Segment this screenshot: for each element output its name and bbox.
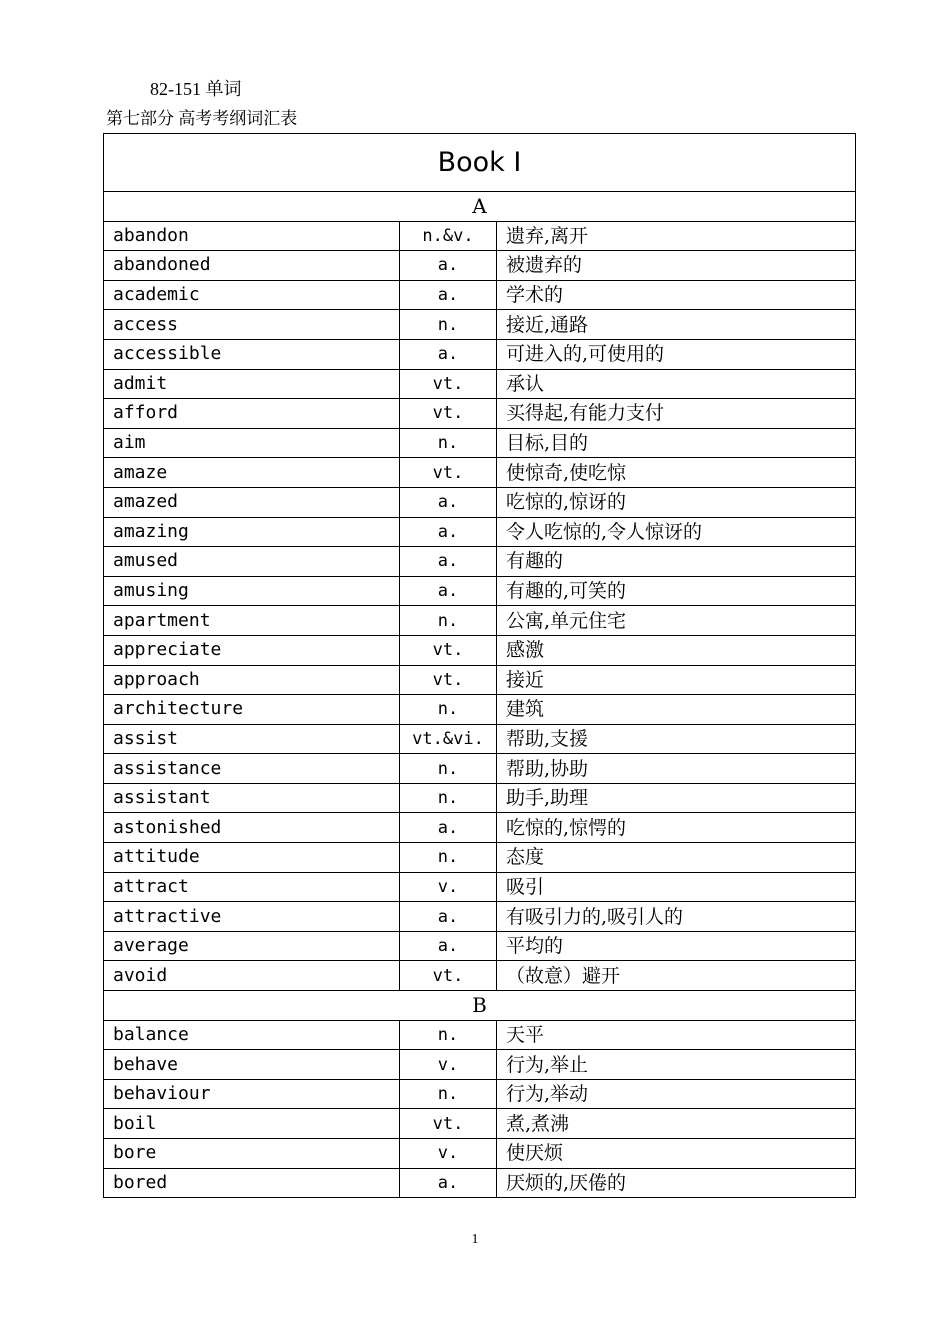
table-row — [104, 695, 856, 725]
part-of-speech: vt. — [400, 369, 497, 399]
table-row — [104, 399, 856, 429]
vocab-word: behaviour — [104, 1079, 400, 1109]
letter-section-row — [104, 991, 856, 1021]
table-row — [104, 606, 856, 636]
vocab-word: accessible — [104, 339, 400, 369]
chinese-meaning: 感激 — [497, 635, 856, 665]
chinese-meaning: 行为,举动 — [497, 1079, 856, 1109]
table-row — [104, 221, 856, 251]
part-of-speech: a. — [400, 339, 497, 369]
letter-section-row — [104, 192, 856, 222]
chinese-meaning: 吃惊的,惊讶的 — [497, 487, 856, 517]
page-number: 1 — [471, 1232, 479, 1247]
table-row — [104, 487, 856, 517]
part-of-speech: vt. — [400, 635, 497, 665]
table-row — [104, 1168, 856, 1198]
chinese-meaning: 被遗弃的 — [497, 251, 856, 281]
part-of-speech: a. — [400, 1168, 497, 1198]
part-of-speech: a. — [400, 517, 497, 547]
vocab-word: bore — [104, 1139, 400, 1169]
vocab-word: attract — [104, 872, 400, 902]
part-of-speech: n. — [400, 310, 497, 340]
part-of-speech: vt.&vi. — [400, 724, 497, 754]
table-row — [104, 931, 856, 961]
part-of-speech: n.&v. — [400, 221, 497, 251]
vocab-word: aim — [104, 428, 400, 458]
book-title-row — [104, 134, 856, 192]
table-row — [104, 635, 856, 665]
table-row — [104, 754, 856, 784]
chinese-meaning: 有吸引力的,吸引人的 — [497, 902, 856, 932]
vocab-word: assist — [104, 724, 400, 754]
vocab-word: approach — [104, 665, 400, 695]
table-row — [104, 665, 856, 695]
chinese-meaning: 助手,助理 — [497, 783, 856, 813]
table-row — [104, 843, 856, 873]
vocab-word: assistant — [104, 783, 400, 813]
vocab-word: abandoned — [104, 251, 400, 281]
part-of-speech: vt. — [400, 399, 497, 429]
chinese-meaning: 态度 — [497, 843, 856, 873]
table-row — [104, 428, 856, 458]
part-of-speech: a. — [400, 576, 497, 606]
chinese-meaning: 有趣的,可笑的 — [497, 576, 856, 606]
table-row — [104, 1079, 856, 1109]
part-of-speech: n. — [400, 428, 497, 458]
chinese-meaning: 令人吃惊的,令人惊讶的 — [497, 517, 856, 547]
table-row — [104, 961, 856, 991]
chinese-meaning: 学术的 — [497, 280, 856, 310]
vocab-word: attractive — [104, 902, 400, 932]
chinese-meaning: 煮,煮沸 — [497, 1109, 856, 1139]
vocab-word: amaze — [104, 458, 400, 488]
part-of-speech: n. — [400, 695, 497, 725]
chinese-meaning: 接近,通路 — [497, 310, 856, 340]
chinese-meaning: 买得起,有能力支付 — [497, 399, 856, 429]
chinese-meaning: 可进入的,可使用的 — [497, 339, 856, 369]
vocab-word: access — [104, 310, 400, 340]
part-of-speech: n. — [400, 1020, 497, 1050]
table-row — [104, 813, 856, 843]
vocab-word: admit — [104, 369, 400, 399]
chinese-meaning: （故意）避开 — [497, 961, 856, 991]
chinese-meaning: 帮助,协助 — [497, 754, 856, 784]
section-letter: A — [104, 192, 856, 222]
table-row — [104, 902, 856, 932]
part-of-speech: a. — [400, 813, 497, 843]
vocab-word: attitude — [104, 843, 400, 873]
vocab-word: afford — [104, 399, 400, 429]
chinese-meaning: 吃惊的,惊愕的 — [497, 813, 856, 843]
table-row — [104, 517, 856, 547]
part-of-speech: a. — [400, 487, 497, 517]
vocab-word: bored — [104, 1168, 400, 1198]
vocab-word: behave — [104, 1050, 400, 1080]
chinese-meaning: 行为,举止 — [497, 1050, 856, 1080]
vocab-word: amazing — [104, 517, 400, 547]
table-row — [104, 1020, 856, 1050]
vocab-word: appreciate — [104, 635, 400, 665]
part-of-speech: a. — [400, 547, 497, 577]
table-row — [104, 783, 856, 813]
vocab-word: amazed — [104, 487, 400, 517]
chinese-meaning: 承认 — [497, 369, 856, 399]
chinese-meaning: 建筑 — [497, 695, 856, 725]
chinese-meaning: 遗弃,离开 — [497, 221, 856, 251]
chinese-meaning: 吸引 — [497, 872, 856, 902]
vocabulary-table — [103, 133, 856, 1198]
chinese-meaning: 接近 — [497, 665, 856, 695]
chinese-meaning: 使厌烦 — [497, 1139, 856, 1169]
vocab-word: balance — [104, 1020, 400, 1050]
table-row — [104, 339, 856, 369]
section-letter: B — [104, 991, 856, 1021]
part-of-speech: v. — [400, 1139, 497, 1169]
table-row — [104, 310, 856, 340]
vocab-word: apartment — [104, 606, 400, 636]
chinese-meaning: 厌烦的,厌倦的 — [497, 1168, 856, 1198]
part-of-speech: a. — [400, 902, 497, 932]
part-of-speech: vt. — [400, 961, 497, 991]
vocab-word: architecture — [104, 695, 400, 725]
vocab-word: academic — [104, 280, 400, 310]
vocab-word: avoid — [104, 961, 400, 991]
part-of-speech: n. — [400, 754, 497, 784]
chinese-meaning: 平均的 — [497, 931, 856, 961]
part-of-speech: n. — [400, 783, 497, 813]
chinese-meaning: 天平 — [497, 1020, 856, 1050]
vocabulary-table-body — [104, 134, 856, 1198]
document-heading: 82-151 单词 — [150, 79, 242, 99]
vocab-word: amusing — [104, 576, 400, 606]
chinese-meaning: 有趣的 — [497, 547, 856, 577]
table-row — [104, 1050, 856, 1080]
part-of-speech: a. — [400, 280, 497, 310]
table-row — [104, 280, 856, 310]
table-row — [104, 458, 856, 488]
part-of-speech: vt. — [400, 1109, 497, 1139]
chinese-meaning: 帮助,支援 — [497, 724, 856, 754]
table-row — [104, 576, 856, 606]
table-row — [104, 369, 856, 399]
vocab-word: assistance — [104, 754, 400, 784]
table-row — [104, 251, 856, 281]
part-of-speech: n. — [400, 606, 497, 636]
table-row — [104, 872, 856, 902]
table-row — [104, 547, 856, 577]
chinese-meaning: 目标,目的 — [497, 428, 856, 458]
part-of-speech: n. — [400, 843, 497, 873]
vocab-word: amused — [104, 547, 400, 577]
table-row — [104, 1139, 856, 1169]
vocab-word: boil — [104, 1109, 400, 1139]
vocab-word: average — [104, 931, 400, 961]
part-of-speech: vt. — [400, 458, 497, 488]
part-of-speech: v. — [400, 872, 497, 902]
chinese-meaning: 公寓,单元住宅 — [497, 606, 856, 636]
part-of-speech: n. — [400, 1079, 497, 1109]
part-of-speech: v. — [400, 1050, 497, 1080]
table-row — [104, 724, 856, 754]
table-row — [104, 1109, 856, 1139]
vocab-word: abandon — [104, 221, 400, 251]
part-of-speech: a. — [400, 931, 497, 961]
chinese-meaning: 使惊奇,使吃惊 — [497, 458, 856, 488]
section-subheading: 第七部分 高考考纲词汇表 — [106, 109, 298, 128]
vocab-word: astonished — [104, 813, 400, 843]
book-title: Book I — [104, 134, 856, 192]
part-of-speech: vt. — [400, 665, 497, 695]
part-of-speech: a. — [400, 251, 497, 281]
